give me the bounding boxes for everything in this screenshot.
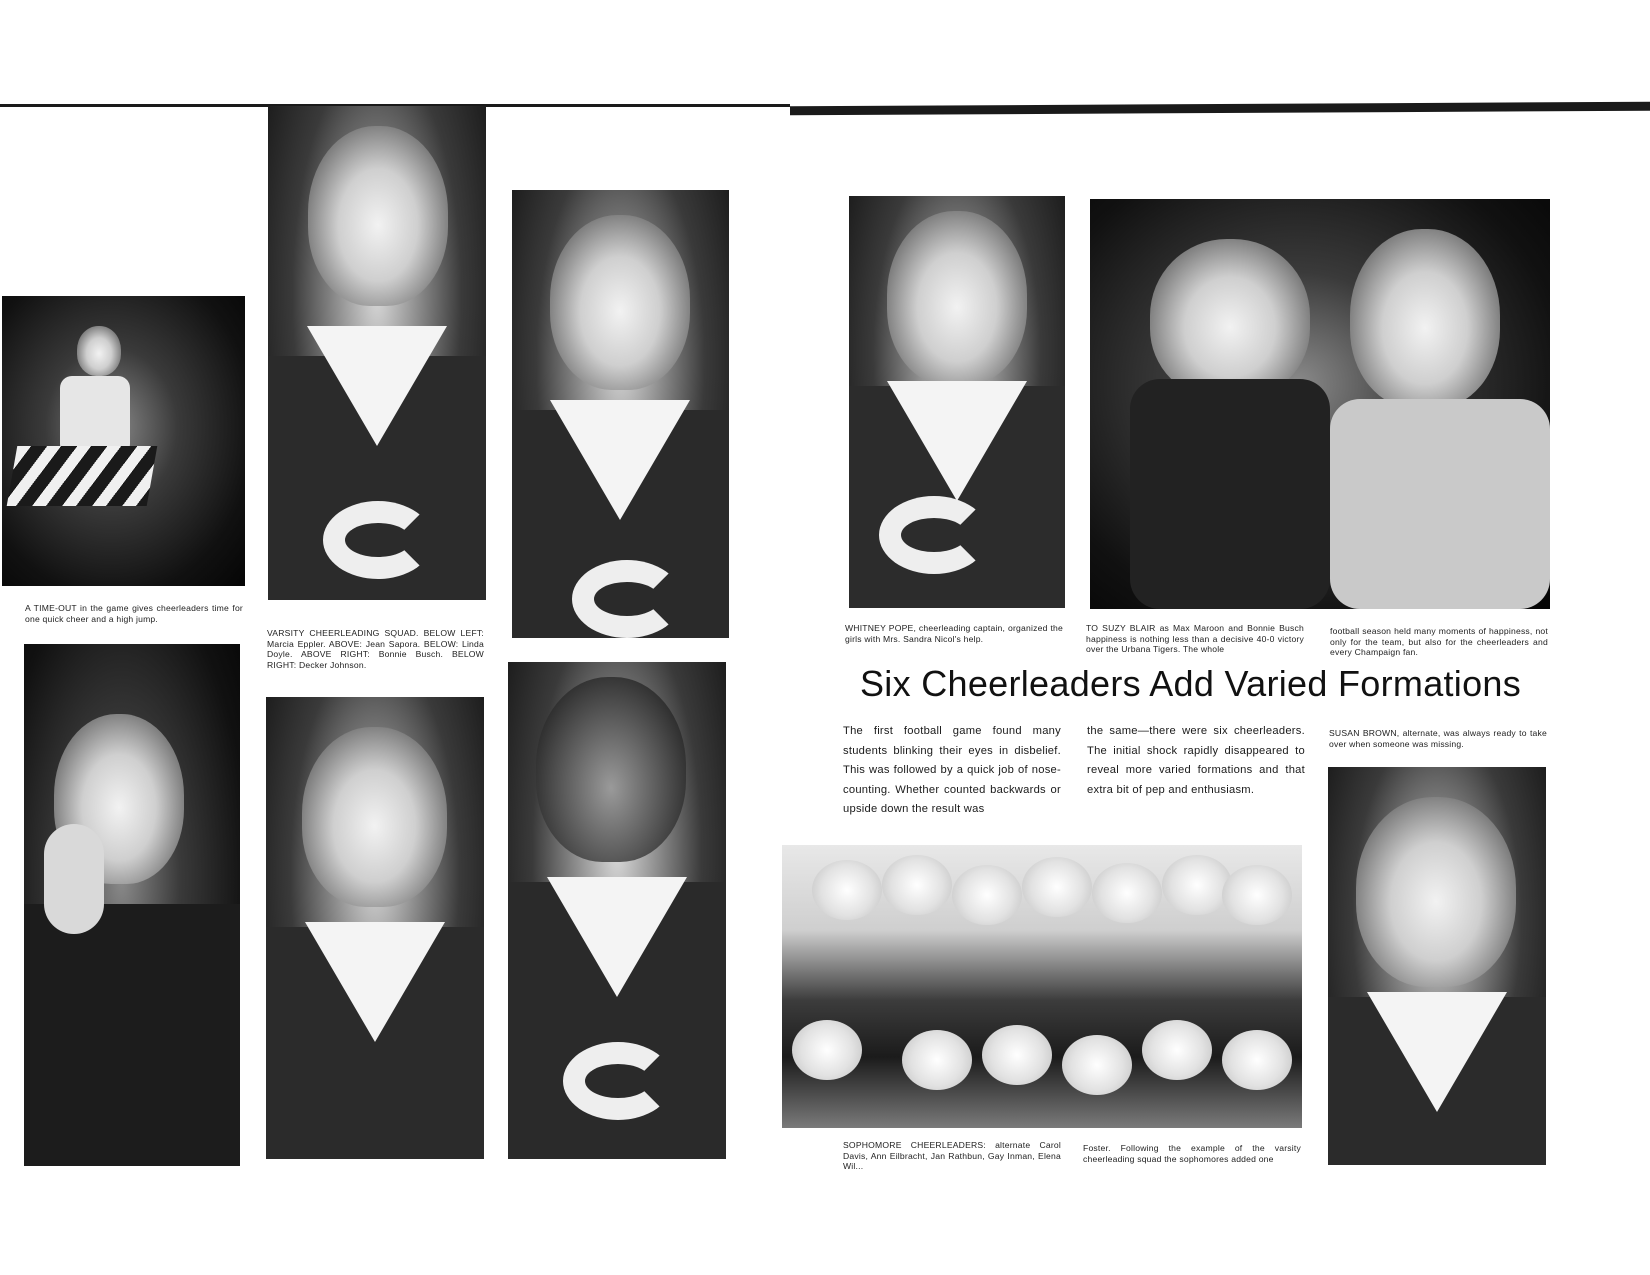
page-headline: Six Cheerleaders Add Varied Formations (860, 663, 1522, 704)
photo-jean-sapora (512, 190, 729, 638)
photo-suzy-blair-bonnie-busch (1090, 199, 1550, 609)
photo-timeout-jump (2, 296, 245, 586)
photo-marcia-eppler (268, 106, 486, 600)
photo-whitney-pope (849, 196, 1065, 608)
page-edge-right (790, 102, 1650, 116)
caption-sophomore-cheerleaders: SOPHOMORE CHEERLEADERS: alternate Carol Davis, Ann Eilbracht, Jan Rathbun, Gay Inman, Elena Wil... (843, 1140, 1061, 1171)
caption-timeout: A TIME-OUT in the game gives cheerleaders time for one quick cheer and a high jump. (25, 603, 243, 624)
photo-susan-brown (1328, 767, 1546, 1165)
body-column-2: the same—there were six cheerleaders. The initial shock rapidly disappeared to reveal more varied formations and that extra bit of pep and enthusiasm. (1087, 725, 1305, 796)
photo-sophomore-cheerleaders (782, 845, 1302, 1128)
caption-susan-brown: SUSAN BROWN, alternate, was always ready to take over when someone was missing. (1329, 728, 1547, 749)
photo-linda-doyle (24, 644, 240, 1166)
caption-varsity: VARSITY CHEERLEADING SQUAD. BELOW LEFT: Marcia Eppler. ABOVE: Jean Sapora. BELOW: Linda Doyle. ABOVE RIGHT: Bonnie Busch. BELOW RIGHT: Decker Johnson. (267, 628, 484, 670)
body-column-1: The first football game found many students blinking their eyes in disbelief. This was followed by a quick job of nose-counting. Whether counted backwards or upside down the result was (843, 725, 1061, 815)
photo-decker-johnson (508, 662, 726, 1159)
caption-suzy-blair: TO SUZY BLAIR as Max Maroon and Bonnie Busch happiness is nothing less than a decisive 40-0 victory over the Urbana Tigers. The whole (1086, 623, 1304, 654)
photo-bonnie-busch (266, 697, 484, 1159)
caption-foster: Foster. Following the example of the varsity cheerleading squad the sophomores added one (1083, 1143, 1301, 1164)
caption-whitney-pope: WHITNEY POPE, cheerleading captain, organized the girls with Mrs. Sandra Nicol's help. (845, 623, 1063, 644)
caption-football-season: football season held many moments of happiness, not only for the team, but also for the cheerleaders and every Champaign fan. (1330, 626, 1548, 657)
